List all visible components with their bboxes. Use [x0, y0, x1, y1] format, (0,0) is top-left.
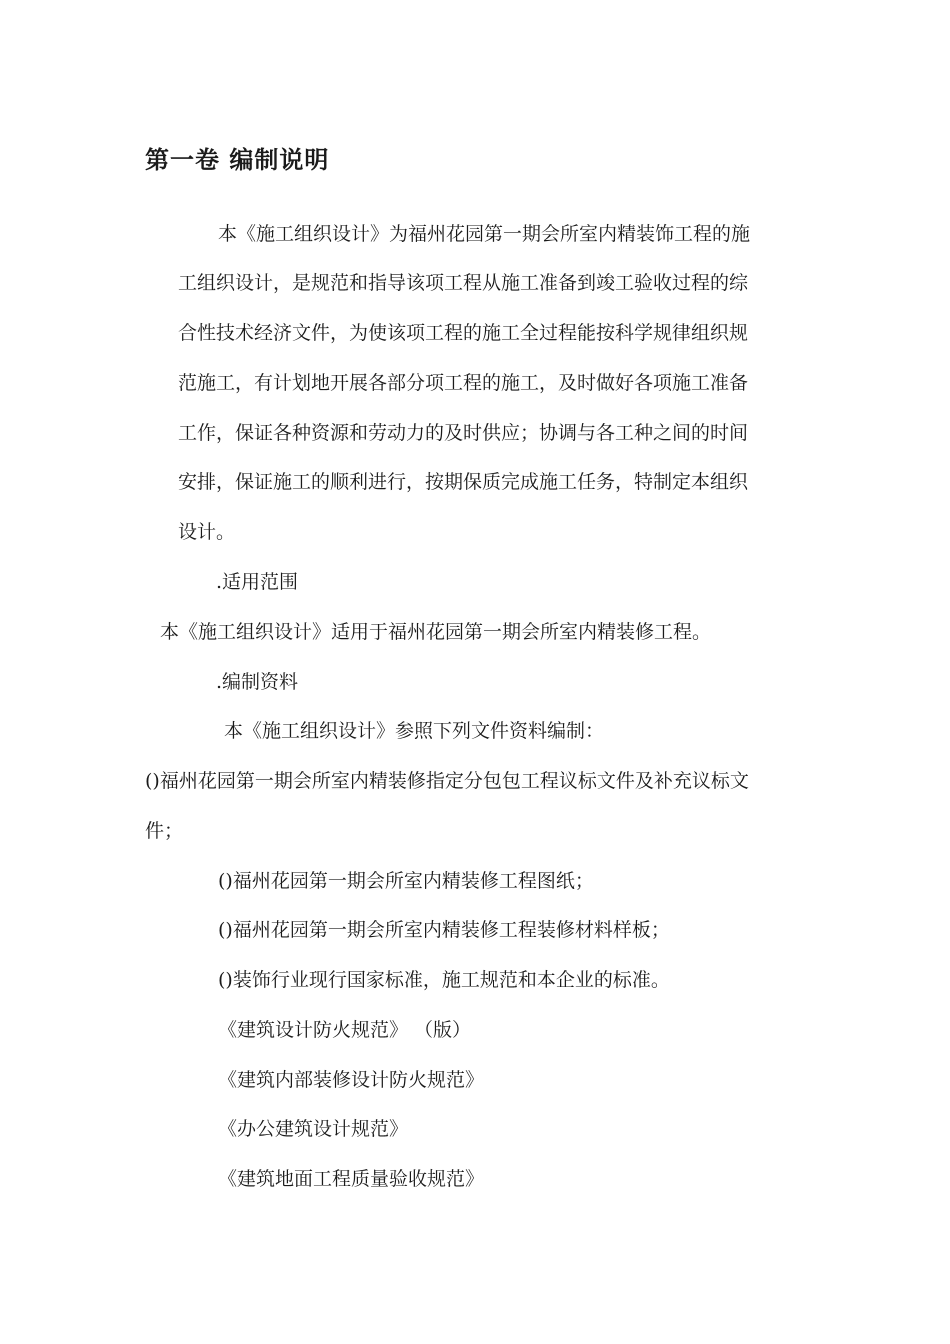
- paragraph-line: 工作，保证各种资源和劳动力的及时供应；协调与各工种之间的时间: [178, 422, 749, 444]
- materials-item-3: ()福州花园第一期会所室内精装修工程装修材料样板；: [218, 919, 670, 941]
- scope-section-title: .适用范围: [216, 571, 299, 593]
- chapter-heading: 第一卷 编制说明: [145, 146, 330, 174]
- paragraph-line: 安排，保证施工的顺利进行，按期保质完成施工任务，特制定本组织: [178, 471, 749, 493]
- materials-item-4: ()装饰行业现行国家标准，施工规范和本企业的标准。: [218, 969, 670, 991]
- paragraph-line: 范施工，有计划地开展各部分项工程的施工，及时做好各项施工准备: [178, 372, 749, 394]
- materials-item-2: ()福州花园第一期会所室内精装修工程图纸；: [218, 870, 594, 892]
- materials-item-1-continued: 件；: [145, 820, 184, 842]
- paragraph-line: 本《施工组织设计》为福州花园第一期会所室内精装饰工程的施: [218, 223, 751, 245]
- scope-text: 本《施工组织设计》适用于福州花园第一期会所室内精装修工程。: [160, 621, 712, 643]
- paragraph-line: 工组织设计，是规范和指导该项工程从施工准备到竣工验收过程的综: [178, 272, 749, 294]
- materials-section-title: .编制资料: [216, 671, 299, 693]
- materials-item-1: ()福州花园第一期会所室内精装修指定分包包工程议标文件及补充议标文: [145, 770, 749, 792]
- paragraph-line: 合性技术经济文件，为使该项工程的施工全过程能按科学规律组织规: [178, 322, 749, 344]
- paragraph-line: 设计。: [178, 521, 236, 543]
- standard-item: 《办公建筑设计规范》: [218, 1118, 409, 1140]
- standard-item: 《建筑设计防火规范》 （版）: [218, 1019, 472, 1041]
- materials-intro: 本《施工组织设计》参照下列文件资料编制：: [224, 720, 605, 742]
- standard-item: 《建筑地面工程质量验收规范》: [218, 1168, 485, 1190]
- standard-item: 《建筑内部装修设计防火规范》: [218, 1069, 485, 1091]
